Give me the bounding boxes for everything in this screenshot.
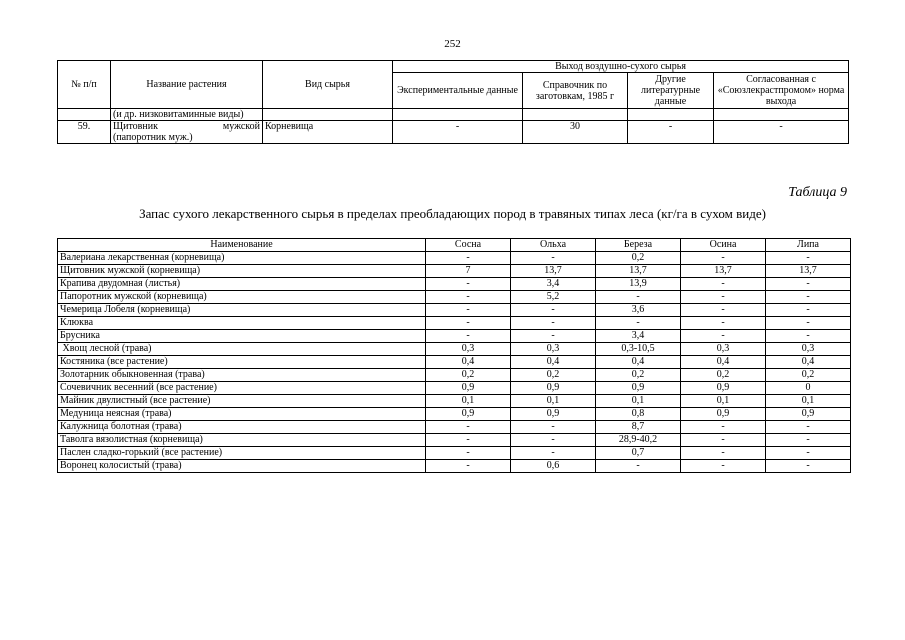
cell-value: - <box>681 304 766 317</box>
cell-value: 0,2 <box>426 369 511 382</box>
cell-value: - <box>511 434 596 447</box>
cell-value: 0,3 <box>766 343 851 356</box>
header-aspen: Осина <box>681 239 766 252</box>
cell-value: - <box>426 447 511 460</box>
table-row <box>58 369 851 382</box>
cell-lit <box>628 109 714 121</box>
cell-value: - <box>511 304 596 317</box>
cell-value: 0,3 <box>681 343 766 356</box>
cell-ref <box>523 109 628 121</box>
cell-value: 0,9 <box>596 382 681 395</box>
page-number: 252 <box>444 38 461 50</box>
cell-plant-name: Брусника <box>58 330 426 343</box>
cell-value: 0,6 <box>511 460 596 473</box>
cell-value: - <box>426 252 511 265</box>
cell-value: - <box>596 291 681 304</box>
cell-value: 0,2 <box>596 369 681 382</box>
cell-exp <box>393 109 523 121</box>
cell-value: - <box>681 447 766 460</box>
cell-value: 0,1 <box>426 395 511 408</box>
header-agreed: Согласованная с «Союзлекрастпромом» норма выхода <box>714 73 849 109</box>
table-row <box>58 434 851 447</box>
cell-value: - <box>426 304 511 317</box>
header-ref: Справочник по заготовкам, 1985 г <box>523 73 628 109</box>
stock-table-body <box>58 252 851 473</box>
cell-value: 13,9 <box>596 278 681 291</box>
cell-value: - <box>681 317 766 330</box>
cell-value: 0 <box>766 382 851 395</box>
cell-value: 3,6 <box>596 304 681 317</box>
cell-name-part: Щитовник <box>113 121 158 132</box>
cell-value: 0,1 <box>511 395 596 408</box>
cell-plant-name: Папоротник мужской (корневища) <box>58 291 426 304</box>
table-row <box>58 121 849 144</box>
table-row <box>58 291 851 304</box>
table-label: Таблица 9 <box>788 185 847 200</box>
cell-value: 0,9 <box>426 382 511 395</box>
cell-value: - <box>511 330 596 343</box>
cell-value: - <box>426 460 511 473</box>
cell-value: 0,3 <box>511 343 596 356</box>
cell-value: - <box>681 330 766 343</box>
cell-agreed: - <box>714 121 849 144</box>
cell-plant-name: Хвощ лесной (трава) <box>58 343 426 356</box>
table-row <box>58 382 851 395</box>
cell-value: 0,2 <box>511 369 596 382</box>
cell-plant-name: Костяника (все растение) <box>58 356 426 369</box>
yield-table <box>57 60 849 144</box>
cell-value: - <box>766 447 851 460</box>
cell-value: - <box>511 447 596 460</box>
header-name: Название растения <box>111 61 263 109</box>
yield-table-header-row <box>58 61 849 73</box>
cell-name-part: (папоротник муж.) <box>113 132 193 143</box>
cell-value: - <box>681 421 766 434</box>
cell-plant-name: Клюква <box>58 317 426 330</box>
cell-value: - <box>426 278 511 291</box>
table-row <box>58 278 851 291</box>
header-name: Наименование <box>58 239 426 252</box>
stock-table <box>57 238 851 473</box>
cell-value: - <box>426 317 511 330</box>
cell-value: - <box>766 421 851 434</box>
table-row <box>58 109 849 121</box>
cell-value: - <box>766 434 851 447</box>
cell-value: - <box>681 252 766 265</box>
cell-value: 0,9 <box>766 408 851 421</box>
cell-value: 0,3-10,5 <box>596 343 681 356</box>
cell-value: 0,8 <box>596 408 681 421</box>
cell-exp: - <box>393 121 523 144</box>
cell-value: - <box>766 460 851 473</box>
cell-value: 13,7 <box>766 265 851 278</box>
cell-name-part: мужской <box>222 121 260 132</box>
cell-value: 8,7 <box>596 421 681 434</box>
cell-value: 13,7 <box>596 265 681 278</box>
cell-plant-name: Воронец колосистый (трава) <box>58 460 426 473</box>
cell-value: - <box>766 317 851 330</box>
cell-lit: - <box>628 121 714 144</box>
cell-value: - <box>766 304 851 317</box>
table-row <box>58 330 851 343</box>
cell-value: - <box>511 421 596 434</box>
table-caption: Запас сухого лекарственного сырья в пределах преобладающих пород в травяных типах леса (кг/га в сухом виде) <box>139 206 766 221</box>
cell-value: 0,9 <box>681 382 766 395</box>
cell-value: - <box>596 460 681 473</box>
cell-value: 0,9 <box>511 408 596 421</box>
cell-value: 3,4 <box>596 330 681 343</box>
table-row <box>58 395 851 408</box>
cell-value: 0,4 <box>596 356 681 369</box>
cell-value: 0,9 <box>426 408 511 421</box>
cell-value: - <box>511 252 596 265</box>
cell-value: 13,7 <box>511 265 596 278</box>
cell-type <box>263 109 393 121</box>
cell-value: 0,2 <box>681 369 766 382</box>
cell-ref: 30 <box>523 121 628 144</box>
cell-plant-name: Сочевичник весенний (все растение) <box>58 382 426 395</box>
cell-value: - <box>426 291 511 304</box>
cell-num: 59. <box>58 121 111 144</box>
table-row <box>58 421 851 434</box>
cell-value: 0,9 <box>681 408 766 421</box>
cell-value: - <box>681 291 766 304</box>
cell-plant-name: Золотарник обыкновенная (трава) <box>58 369 426 382</box>
cell-name <box>111 121 263 144</box>
cell-plant-name: Калужница болотная (трава) <box>58 421 426 434</box>
cell-type: Корневища <box>263 121 393 144</box>
cell-value: 0,3 <box>426 343 511 356</box>
cell-plant-name: Паслен сладко-горький (все растение) <box>58 447 426 460</box>
cell-value: - <box>426 421 511 434</box>
cell-value: - <box>766 291 851 304</box>
cell-plant-name: Майник двулистный (все растение) <box>58 395 426 408</box>
header-birch: Береза <box>596 239 681 252</box>
cell-plant-name: Таволга вязолистная (корневища) <box>58 434 426 447</box>
cell-agreed <box>714 109 849 121</box>
cell-value: - <box>681 460 766 473</box>
header-alder: Ольха <box>511 239 596 252</box>
cell-value: - <box>426 434 511 447</box>
table-row <box>58 252 851 265</box>
header-type: Вид сырья <box>263 61 393 109</box>
cell-value: 0,4 <box>766 356 851 369</box>
table-row <box>58 356 851 369</box>
cell-value: 0,4 <box>511 356 596 369</box>
cell-plant-name: Крапива двудомная (листья) <box>58 278 426 291</box>
cell-value: 0,7 <box>596 447 681 460</box>
cell-value: 0,1 <box>766 395 851 408</box>
cell-plant-name: Валериана лекарственная (корневища) <box>58 252 426 265</box>
cell-plant-name: Щитовник мужской (корневища) <box>58 265 426 278</box>
table-row <box>58 317 851 330</box>
cell-value: 5,2 <box>511 291 596 304</box>
cell-name: (и др. низковитаминные виды) <box>111 109 263 121</box>
cell-plant-name: Медуница неясная (трава) <box>58 408 426 421</box>
cell-value: 0,1 <box>596 395 681 408</box>
table-row <box>58 408 851 421</box>
table-row <box>58 460 851 473</box>
header-linden: Липа <box>766 239 851 252</box>
cell-value: 0,4 <box>426 356 511 369</box>
cell-value: 3,4 <box>511 278 596 291</box>
header-yield-group: Выход воздушно-сухого сырья <box>393 61 849 73</box>
cell-value: - <box>426 330 511 343</box>
table-row <box>58 304 851 317</box>
cell-value: - <box>596 317 681 330</box>
cell-value: 0,9 <box>511 382 596 395</box>
cell-value: - <box>766 252 851 265</box>
header-lit: Другие литературные данные <box>628 73 714 109</box>
cell-value: 28,9-40,2 <box>596 434 681 447</box>
cell-value: 13,7 <box>681 265 766 278</box>
cell-value: - <box>681 278 766 291</box>
cell-value: 0,2 <box>766 369 851 382</box>
cell-value: - <box>766 278 851 291</box>
cell-value: 7 <box>426 265 511 278</box>
cell-value: 0,4 <box>681 356 766 369</box>
table-row <box>58 447 851 460</box>
cell-value: 0,1 <box>681 395 766 408</box>
header-exp: Экспериментальные данные <box>393 73 523 109</box>
cell-value: - <box>681 434 766 447</box>
cell-num <box>58 109 111 121</box>
header-pine: Сосна <box>426 239 511 252</box>
table-row <box>58 343 851 356</box>
cell-value: - <box>766 330 851 343</box>
stock-table-header-row <box>58 239 851 252</box>
cell-value: 0,2 <box>596 252 681 265</box>
cell-value: - <box>511 317 596 330</box>
table-row <box>58 265 851 278</box>
cell-plant-name: Чемерица Лобеля (корневища) <box>58 304 426 317</box>
header-num: № п/п <box>58 61 111 109</box>
